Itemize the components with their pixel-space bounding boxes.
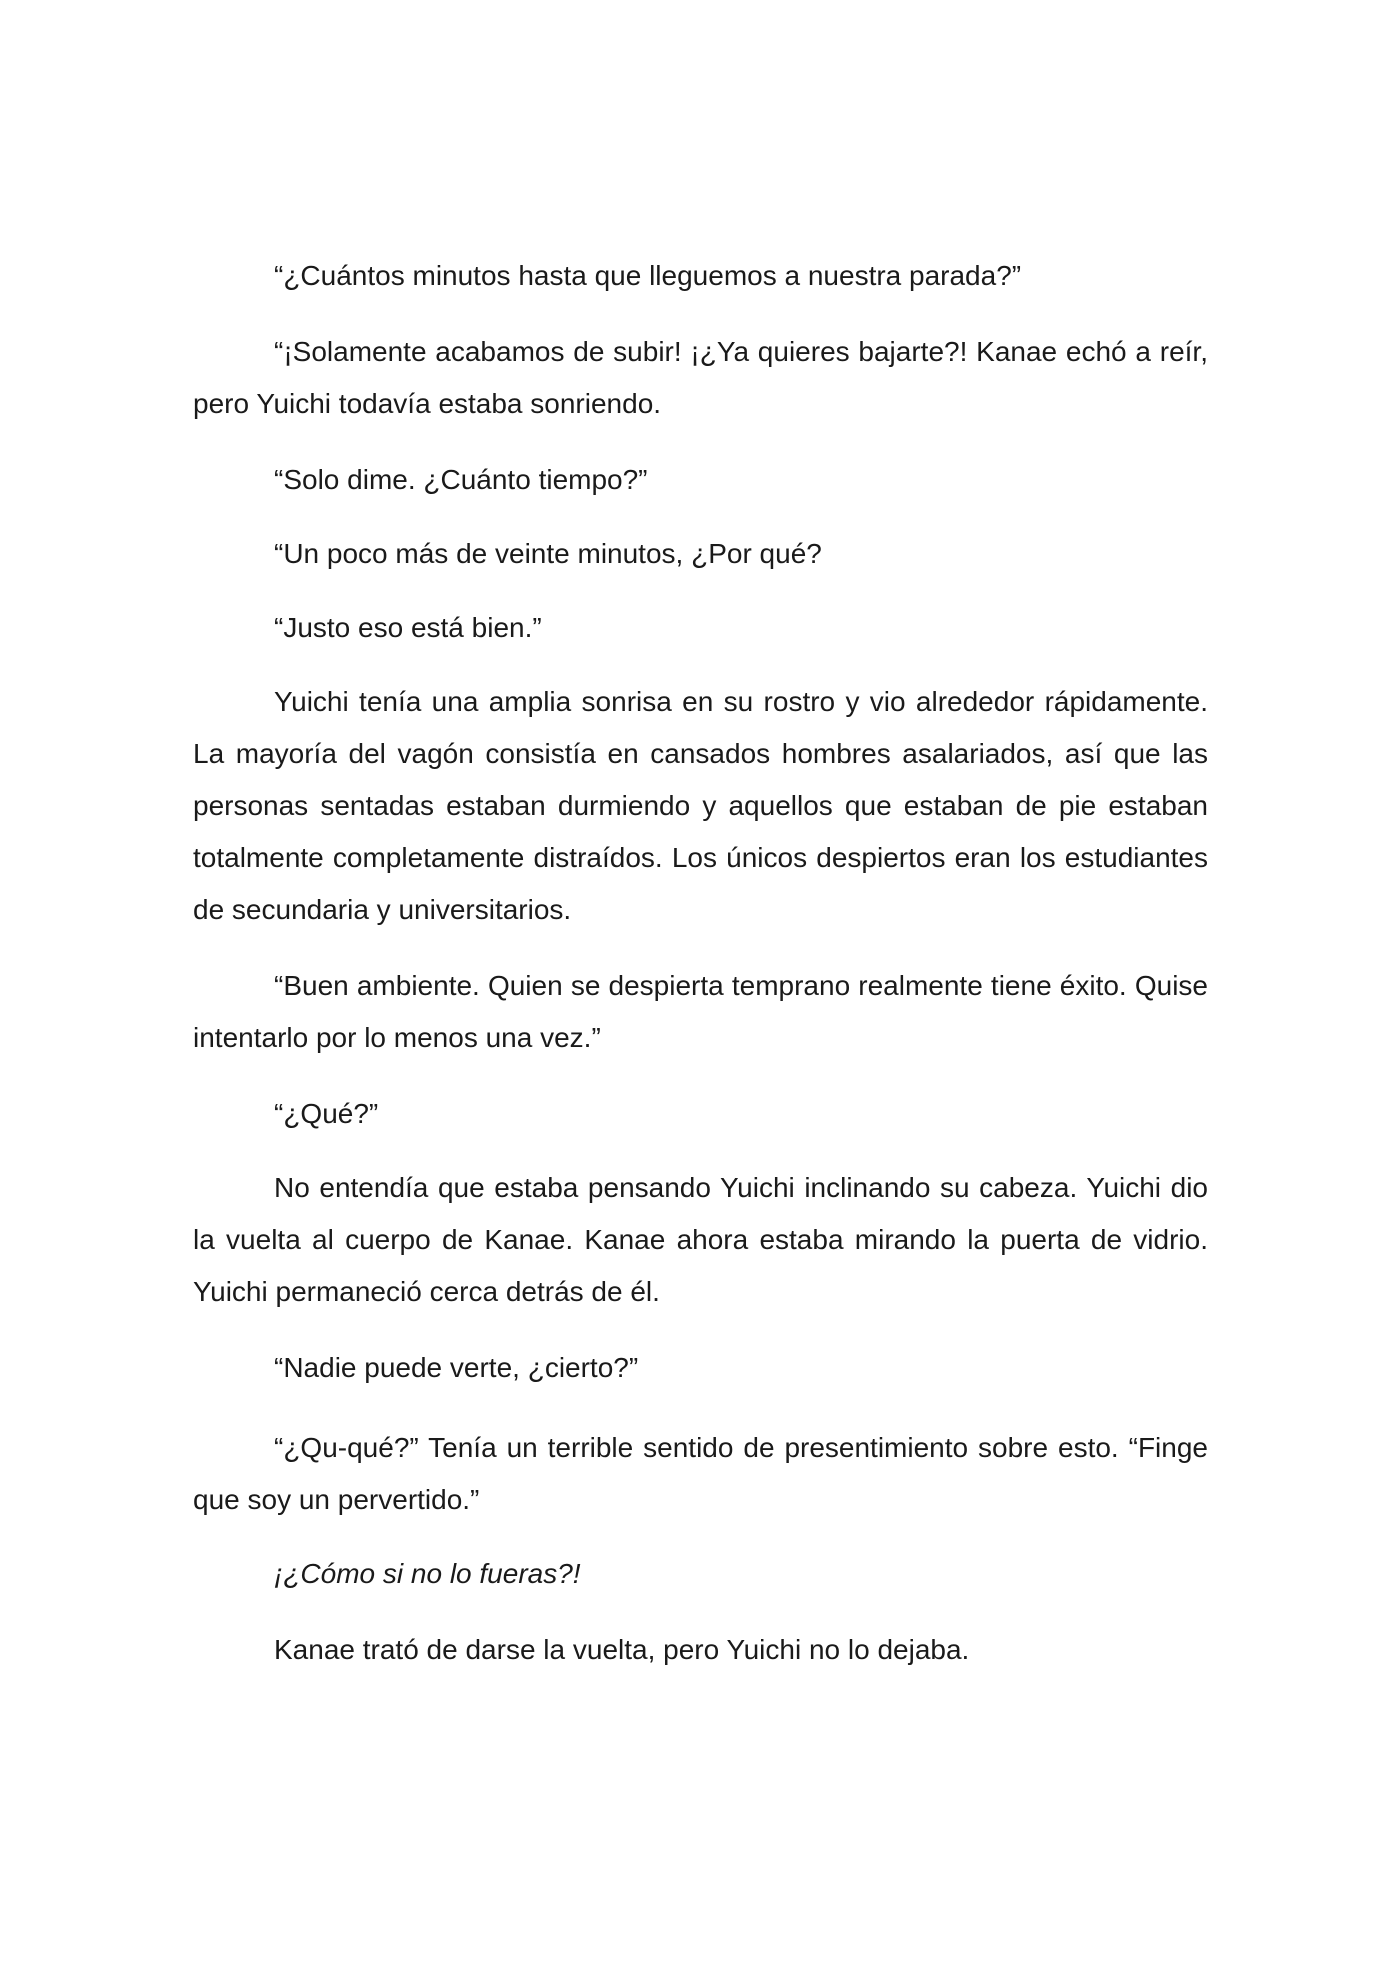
paragraph-dialogue-9: “¿Qu-qué?” Tenía un terrible sentido de presentimiento sobre esto. “Finge que soy un pervertido.” <box>193 1432 1208 1515</box>
paragraph-dialogue-7: “¿Qué?” <box>274 1098 379 1129</box>
paragraph-dialogue-1: “¿Cuántos minutos hasta que lleguemos a nuestra parada?” <box>274 260 1022 291</box>
paragraph-narration-2: No entendía que estaba pensando Yuichi inclinando su cabeza. Yuichi dio la vuelta al cuerpo de Kanae. Kanae ahora estaba mirando la puerta de vidrio. Yuichi permaneció cerca detrás de él. <box>193 1172 1208 1307</box>
paragraph-thought: ¡¿Cómo si no lo fueras?! <box>274 1558 581 1589</box>
paragraph-dialogue-2: “¡Solamente acabamos de subir! ¡¿Ya quieres bajarte?! Kanae echó a reír, pero Yuichi todavía estaba sonriendo. <box>193 336 1208 419</box>
paragraph-dialogue-8: “Nadie puede verte, ¿cierto?” <box>274 1352 639 1383</box>
paragraph-narration-3: Kanae trató de darse la vuelta, pero Yuichi no lo dejaba. <box>274 1634 970 1665</box>
paragraph-dialogue-6: “Buen ambiente. Quien se despierta temprano realmente tiene éxito. Quise intentarlo por lo menos una vez.” <box>193 970 1208 1053</box>
paragraph-dialogue-5: “Justo eso está bien.” <box>274 612 542 643</box>
paragraph-dialogue-4: “Un poco más de veinte minutos, ¿Por qué? <box>274 538 822 569</box>
paragraph-dialogue-3: “Solo dime. ¿Cuánto tiempo?” <box>274 464 648 495</box>
body-text <box>193 250 1208 1676</box>
paragraph-narration-1: Yuichi tenía una amplia sonrisa en su rostro y vio alrededor rápidamente. La mayoría del vagón consistía en cansados hombres asalariados, así que las personas sentadas estaban durmiendo y aquellos que estaban de pie estaban totalmente completamente distraídos. Los únicos despiertos eran los estudiantes de secundaria y universitarios. <box>193 686 1208 925</box>
